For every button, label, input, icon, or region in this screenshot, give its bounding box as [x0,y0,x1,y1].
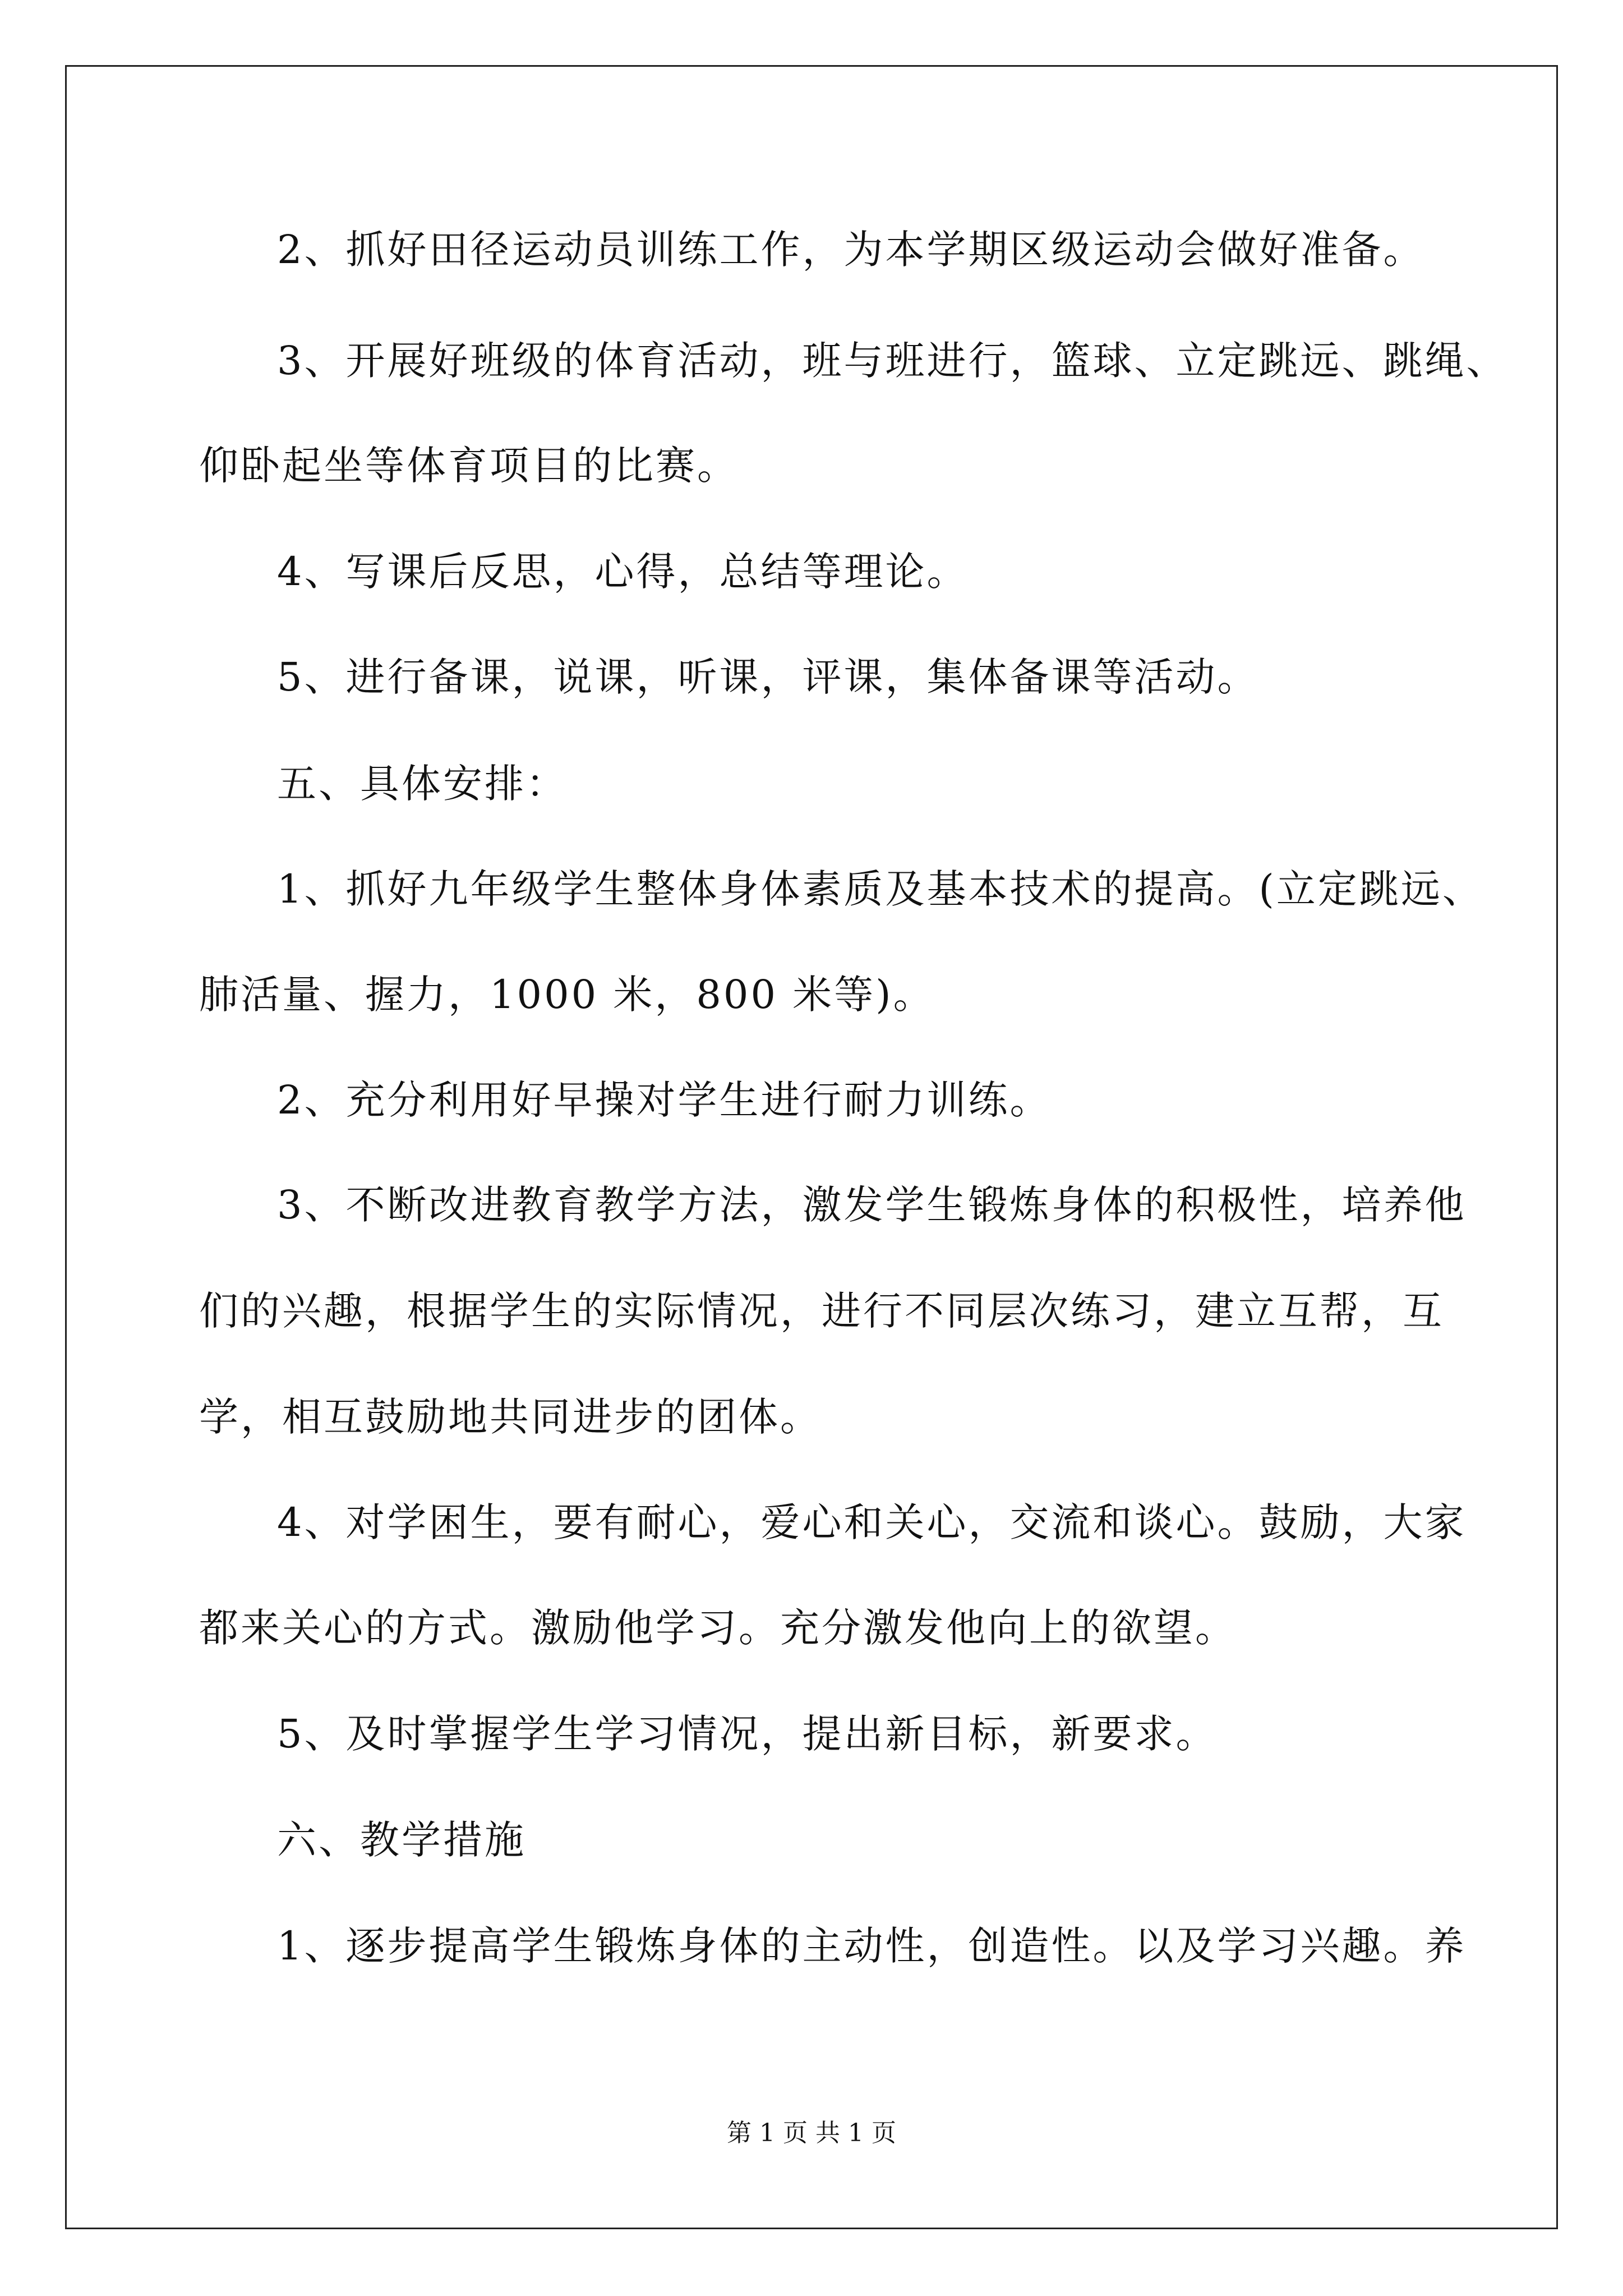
text-line: 们的兴趣，根据学生的实际情况，进行不同层次练习，建立互帮，互 [199,1288,1444,1334]
text-line: 5、及时掌握学生学习情况，提出新目标，新要求。 [277,1711,1218,1757]
text-line: 2、抓好田径运动员训练工作，为本学期区级运动会做好准备。 [277,227,1425,273]
text-line: 3、不断改进教育教学方法，激发学生锻炼身体的积极性，培养他 [277,1182,1467,1228]
page-number-footer: 第 1 页 共 1 页 [727,2119,896,2147]
text-line: 3、开展好班级的体育活动，班与班进行，篮球、立定跳远、跳绳、 [277,338,1508,384]
text-line: 1、抓好九年级学生整体身体素质及基本技术的提高。(立定跳远、 [277,866,1484,912]
text-line: 仰卧起坐等体育项目的比赛。 [199,443,739,489]
page-border [65,65,1558,2229]
text-line: 4、对学困生，要有耐心，爱心和关心，交流和谈心。鼓励，大家 [277,1499,1467,1545]
text-line: 5、进行备课，说课，听课，评课，集体备课等活动。 [277,654,1259,700]
text-line: 学，相互鼓励地共同进步的团体。 [199,1394,822,1440]
text-line: 肺活量、握力，1000 米，800 米等)。 [199,972,935,1018]
text-line: 2、充分利用好早操对学生进行耐力训练。 [277,1077,1052,1123]
text-line: 都来关心的方式。激励他学习。充分激发他向上的欲望。 [199,1605,1237,1651]
section-heading: 五、具体安排： [277,761,568,807]
text-line: 1、逐步提高学生锻炼身体的主动性，创造性。以及学习兴趣。养 [277,1923,1467,1969]
text-line: 4、写课后反思，心得，总结等理论。 [277,549,969,595]
section-heading: 六、教学措施 [277,1817,526,1863]
